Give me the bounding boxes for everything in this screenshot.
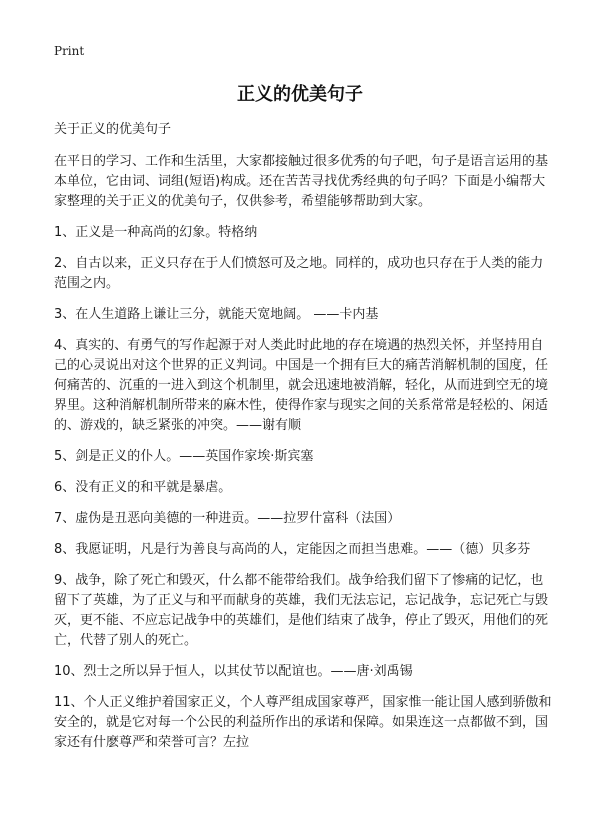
- quote-item-3: 3、在人生道路上谦让三分，就能天宽地阔。 ——卡内基: [54, 307, 379, 322]
- quote-item-4: 4、真实的、有勇气的写作起源于对人类此时此地的存在境遇的热烈关怀，并坚持用自己的心灵说出对这个世界的正义判词。中国是一个拥有巨大的痛苦消解机制的国度，任何痛苦的、沉重的一进入到这个机制里，就会迅速地被消解，轻化，从而进到空无的境界里。这种消解机制所带来的麻木性，使得作家与现实之间的关系常常是轻松的、闲适的、游戏的，缺乏紧张的冲突。——谢有顺: [54, 338, 549, 433]
- page-title: 正义的优美句子: [237, 84, 363, 105]
- quote-item-11: 11、个人正义维护着国家正义，个人尊严组成国家尊严，国家惟一能让国人感到骄傲和安全的，就是它对每一个公民的利益所作出的承诺和保障。如果连这一点都做不到，国家还有什麽尊严和荣誉可言？左拉: [54, 695, 552, 750]
- quote-item-7: 7、虚伪是丑恶向美德的一种进贡。——拉罗什富科（法国）: [54, 511, 401, 526]
- quote-item-8: 8、我愿证明，凡是行为善良与高尚的人，定能因之而担当患难。——（德）贝多芬: [54, 542, 531, 557]
- article-body: [54, 120, 554, 764]
- article-subtitle: 关于正义的优美句子: [54, 122, 172, 137]
- intro-paragraph: 在平日的学习、工作和生活里，大家都接触过很多优秀的句子吧，句子是语言运用的基本单位，它由词、词组(短语)构成。还在苦苦寻找优秀经典的句子吗？下面是小编帮大家整理的关于正义的优美句子，仅供参考，希望能够帮助到大家。: [54, 154, 549, 209]
- quote-item-2: 2、自古以来，正义只存在于人们愤怒可及之地。同样的，成功也只存在于人类的能力范围之内。: [54, 256, 544, 291]
- quote-item-10: 10、烈士之所以异于恒人，以其仗节以配谊也。——唐·刘禹锡: [54, 664, 413, 679]
- quote-item-9: 9、战争，除了死亡和毁灭，什么都不能带给我们。战争给我们留下了惨痛的记忆，也留下了英雄，为了正义与和平而献身的英雄，我们无法忘记，忘记战争，忘记死亡与毁灭，更不能、不应忘记战争中的英雄们，是他们结束了战争，停止了毁灭，用他们的死亡，代替了别人的死亡。: [54, 573, 549, 648]
- quote-item-6: 6、没有正义的和平就是暴虐。: [54, 480, 232, 495]
- print-link[interactable]: Print: [54, 44, 85, 58]
- quote-item-1: 1、正义是一种高尚的幻象。特格纳: [54, 225, 258, 240]
- quote-item-5: 5、剑是正义的仆人。——英国作家埃·斯宾塞: [54, 449, 314, 464]
